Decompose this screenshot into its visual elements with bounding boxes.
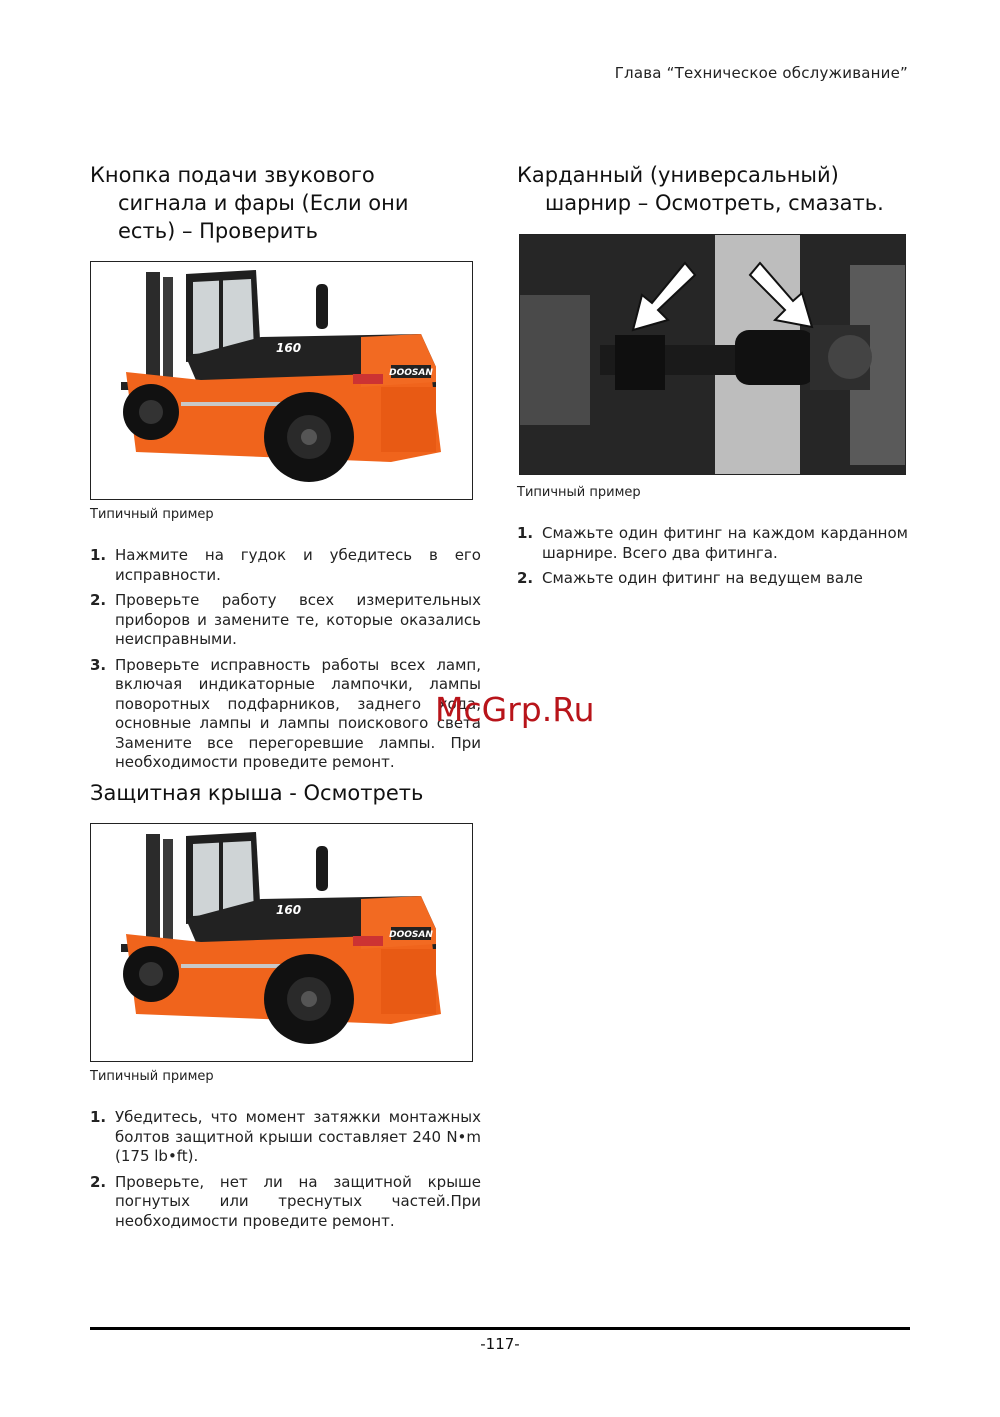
- section-title-roof: Защитная крыша - Осмотреть: [90, 781, 424, 805]
- step-text: Нажмите на гудок и убедитесь в его исправности.: [115, 546, 481, 584]
- step-text: Убедитесь, что момент затяжки монтажных болтов защитной крыши составляет 240 N•m (175 lb•ft).: [115, 1108, 481, 1165]
- step-number: 3.: [90, 655, 107, 674]
- title-line-2: сигнала и фары (Если они: [118, 191, 409, 215]
- step-number: 1.: [517, 524, 534, 542]
- forklift-figure-2: [90, 823, 473, 1062]
- forklift-figure-1: [90, 261, 473, 500]
- truck-brand-label: DOOSAN: [389, 930, 433, 940]
- step-text: Проверьте исправность работы всех ламп, включая индикаторные лампочки, лампы поворотных подфарников, заднего хода, основные лампы и лампы поискового света Замените все перегоревшие лампы. При необходимости проведите ремонт.: [115, 655, 481, 771]
- cardan-joint-photo: [519, 234, 906, 475]
- forklift-illustration: [91, 824, 472, 1061]
- steps-list-cardan-joint: [517, 524, 908, 595]
- page-number: -117-: [480, 1335, 520, 1353]
- list-item: [90, 656, 481, 773]
- title-line-2: шарнир – Осмотреть, смазать.: [545, 191, 884, 215]
- title-line-1: Карданный (универсальный): [517, 163, 839, 187]
- cardan-joint-illustration: [520, 235, 905, 474]
- steps-list-horn-lights: [90, 546, 481, 779]
- figure-caption-1: Типичный пример: [90, 507, 214, 522]
- step-number: 2.: [517, 569, 534, 587]
- step-text: Смажьте один фитинг на ведущем вале: [542, 569, 863, 587]
- title-line-3: есть) – Проверить: [118, 219, 318, 243]
- figure-caption-2: Типичный пример: [90, 1069, 214, 1084]
- step-number: 2.: [90, 591, 107, 609]
- list-item: [90, 546, 481, 585]
- forklift-illustration: [91, 262, 472, 499]
- truck-model-label: 160: [276, 341, 302, 355]
- section-title-cardan-joint: [517, 161, 917, 217]
- step-text: Смажьте один фитинг на каждом карданном шарнире. Всего два фитинга.: [542, 524, 908, 562]
- section-title-horn-lights: [90, 161, 480, 245]
- step-number: 1.: [90, 546, 107, 564]
- list-item: [517, 569, 908, 589]
- title-line-1: Кнопка подачи звукового: [90, 163, 375, 187]
- list-item: [90, 1173, 481, 1232]
- footer-divider: [90, 1327, 910, 1330]
- truck-model-label: 160: [276, 903, 302, 917]
- list-item: [517, 524, 908, 563]
- step-number: 2.: [90, 1172, 107, 1191]
- list-item: [90, 591, 481, 650]
- steps-list-roof: [90, 1108, 481, 1237]
- figure-caption-3: Типичный пример: [517, 485, 641, 500]
- step-text: Проверьте работу всех измерительных приборов и замените те, которые оказались неисправными.: [115, 591, 481, 648]
- step-number: 1.: [90, 1108, 107, 1126]
- truck-brand-label: DOOSAN: [389, 368, 433, 378]
- list-item: [90, 1108, 481, 1167]
- step-text: Проверьте, нет ли на защитной крыше погнутых или треснутых частей.При необходимости проведите ремонт.: [115, 1172, 481, 1230]
- chapter-header: Глава “Техническое обслуживание”: [614, 64, 908, 82]
- watermark: McGrp.Ru: [435, 690, 595, 729]
